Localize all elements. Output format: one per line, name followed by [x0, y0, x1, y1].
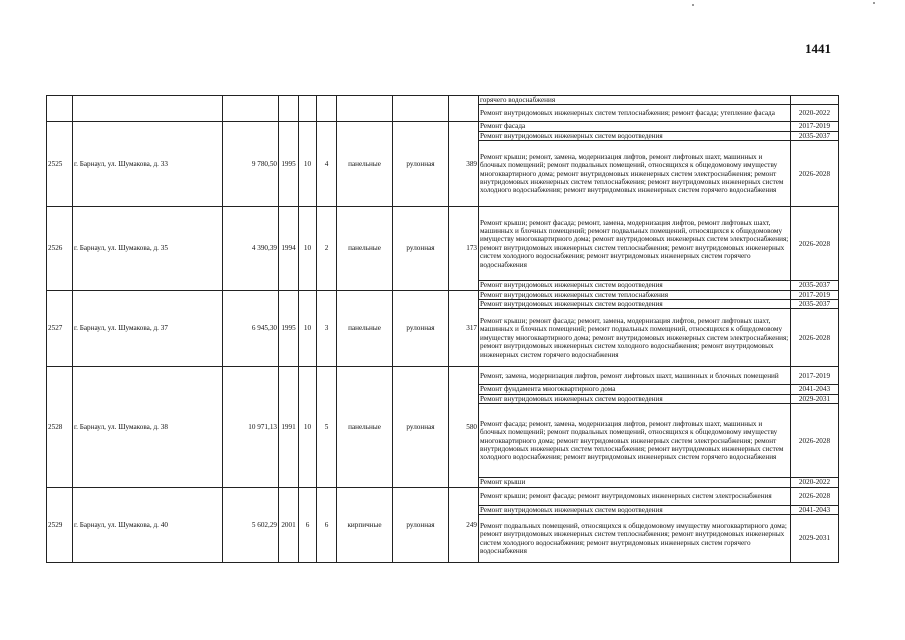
- floor-count: 10: [299, 367, 317, 487]
- resident-count: 580: [449, 367, 479, 487]
- work-description: Ремонт фундамента многоквартирного дома: [479, 385, 791, 394]
- empty-cell: [73, 96, 223, 122]
- work-period: 2035-2037: [791, 131, 839, 140]
- roof-type: рулонная: [393, 367, 449, 487]
- row-number: 2527: [47, 290, 73, 367]
- row-number: 2526: [47, 207, 73, 290]
- resident-count: 249: [449, 487, 479, 562]
- wall-material: панельные: [337, 207, 393, 290]
- floor-count: 10: [299, 290, 317, 367]
- build-year: 1995: [279, 122, 299, 207]
- house-address: г. Барнаул, ул. Шумакова, д. 33: [73, 122, 223, 207]
- work-period: 2020-2022: [791, 478, 839, 487]
- house-row: [47, 122, 839, 131]
- roof-type: рулонная: [393, 207, 449, 290]
- row-number: 2528: [47, 367, 73, 487]
- empty-cell: [279, 96, 299, 122]
- work-description: Ремонт внутридомовых инженерных систем водоотведения: [479, 300, 791, 309]
- work-period: 2026-2028: [791, 487, 839, 505]
- work-period: 2035-2037: [791, 300, 839, 309]
- work-period: 2017-2019: [791, 122, 839, 131]
- carry-over-row: [47, 96, 839, 105]
- work-description: Ремонт крыши; ремонт фасада; ремонт внутридомовых инженерных систем электроснабжения: [479, 487, 791, 505]
- house-area: 4 390,39: [223, 207, 279, 290]
- work-period: [791, 96, 839, 105]
- house-address: г. Барнаул, ул. Шумакова, д. 35: [73, 207, 223, 290]
- work-period: 2029-2031: [791, 515, 839, 563]
- work-period: 2026-2028: [791, 207, 839, 281]
- work-period: 2029-2031: [791, 394, 839, 403]
- floor-count: 10: [299, 207, 317, 290]
- page-number: 1441: [805, 41, 831, 56]
- wall-material: панельные: [337, 367, 393, 487]
- work-period: 2026-2028: [791, 141, 839, 207]
- work-period: 2026-2028: [791, 309, 839, 367]
- empty-cell: [223, 96, 279, 122]
- entrance-count: 3: [317, 290, 337, 367]
- floor-count: 6: [299, 487, 317, 562]
- house-row: [47, 290, 839, 299]
- work-description: Ремонт внутридомовых инженерных систем водоотведения: [479, 281, 791, 290]
- work-description: Ремонт подвальных помещений, относящихся к общедомовому имуществу многоквартирного дома; ремонт внутридомовых инженерных систем теплоснабжения; ремонт внутридомовых инженерных систем холодного водоснабжения; ремонт внутридомовых инженерных систем горячего водоснабжения: [479, 515, 791, 563]
- roof-type: рулонная: [393, 290, 449, 367]
- work-description: Ремонт внутридомовых инженерных систем теплоснабжения; ремонт фасада; утепление фасада: [479, 105, 791, 122]
- house-area: 6 945,30: [223, 290, 279, 367]
- house-row: [47, 207, 839, 281]
- work-description: горячего водоснабжения: [479, 96, 791, 105]
- work-description: Ремонт внутридомовых инженерных систем водоотведения: [479, 131, 791, 140]
- wall-material: панельные: [337, 122, 393, 207]
- wall-material: панельные: [337, 290, 393, 367]
- house-area: 9 780,50: [223, 122, 279, 207]
- work-period: 2026-2028: [791, 404, 839, 478]
- work-description: Ремонт внутридомовых инженерных систем теплоснабжения: [479, 290, 791, 299]
- row-number: 2525: [47, 122, 73, 207]
- resident-count: 389: [449, 122, 479, 207]
- entrance-count: 2: [317, 207, 337, 290]
- work-description: Ремонт крыши; ремонт фасада; ремонт, замена, модернизация лифтов, ремонт лифтовых шахт, машинных и блочных помещений; ремонт подвальных помещений, относящихся к общедомовому имуществу многоквартирного дома; ремонт внутридомовых инженерных систем электроснабжения; ремонт внутридомовых инженерных систем теплоснабжения; ремонт внутридомовых инженерных систем холодного водоснабжения; ремонт внутридомовых инженерных систем горячего водоснабжения: [479, 207, 791, 281]
- capital-repair-register-table: [46, 95, 839, 563]
- work-period: 2020-2022: [791, 105, 839, 122]
- work-description: Ремонт крыши; ремонт фасада; ремонт, замена, модернизация лифтов, ремонт лифтовых шахт, машинных и блочных помещений; ремонт подвальных помещений, относящихся к общедомовому имуществу многоквартирного дома; ремонт внутридомовых инженерных систем электроснабжения; ремонт внутридомовых инженерных систем холодного водоснабжения; ремонт внутридомовых инженерных систем горячего водоснабжения: [479, 309, 791, 367]
- row-number: 2529: [47, 487, 73, 562]
- work-description: Ремонт фасада: [479, 122, 791, 131]
- house-address: г. Барнаул, ул. Шумакова, д. 37: [73, 290, 223, 367]
- work-period: 2017-2019: [791, 367, 839, 385]
- register-body: [47, 96, 839, 563]
- empty-cell: [47, 96, 73, 122]
- entrance-count: 4: [317, 122, 337, 207]
- scan-speck: [692, 4, 694, 6]
- work-description: Ремонт крыши: [479, 478, 791, 487]
- empty-cell: [317, 96, 337, 122]
- house-area: 5 602,29: [223, 487, 279, 562]
- empty-cell: [299, 96, 317, 122]
- scan-speck: [873, 2, 875, 4]
- house-address: г. Барнаул, ул. Шумакова, д. 40: [73, 487, 223, 562]
- house-row: [47, 487, 839, 505]
- resident-count: 317: [449, 290, 479, 367]
- build-year: 2001: [279, 487, 299, 562]
- work-period: 2041-2043: [791, 505, 839, 514]
- roof-type: рулонная: [393, 487, 449, 562]
- house-area: 10 971,13: [223, 367, 279, 487]
- empty-cell: [337, 96, 393, 122]
- house-row: [47, 367, 839, 385]
- work-period: 2041-2043: [791, 385, 839, 394]
- house-address: г. Барнаул, ул. Шумакова, д. 38: [73, 367, 223, 487]
- build-year: 1994: [279, 207, 299, 290]
- work-description: Ремонт внутридомовых инженерных систем водоотведения: [479, 394, 791, 403]
- build-year: 1995: [279, 290, 299, 367]
- wall-material: кирпичные: [337, 487, 393, 562]
- roof-type: рулонная: [393, 122, 449, 207]
- build-year: 1991: [279, 367, 299, 487]
- work-description: Ремонт внутридомовых инженерных систем водоотведения: [479, 505, 791, 514]
- resident-count: 173: [449, 207, 479, 290]
- work-period: 2035-2037: [791, 281, 839, 290]
- entrance-count: 5: [317, 367, 337, 487]
- entrance-count: 6: [317, 487, 337, 562]
- work-description: Ремонт крыши; ремонт, замена, модернизация лифтов, ремонт лифтовых шахт, машинных и блочных помещений; ремонт подвальных помещений, относящихся к общедомовому имуществу многоквартирного дома; ремонт внутридомовых инженерных систем электроснабжения; ремонт внутридомовых инженерных систем теплоснабжения; ремонт внутридомовых инженерных систем холодного водоснабжения; ремонт внутридомовых инженерных систем горячего водоснабжения: [479, 141, 791, 207]
- work-description: Ремонт, замена, модернизация лифтов, ремонт лифтовых шахт, машинных и блочных помещений: [479, 367, 791, 385]
- empty-cell: [449, 96, 479, 122]
- empty-cell: [393, 96, 449, 122]
- work-period: 2017-2019: [791, 290, 839, 299]
- floor-count: 10: [299, 122, 317, 207]
- work-description: Ремонт фасада; ремонт, замена, модернизация лифтов, ремонт лифтовых шахт, машинных и блочных помещений; ремонт подвальных помещений, относящихся к общедомовому имуществу многоквартирного дома; ремонт внутридомовых инженерных систем электроснабжения; ремонт внутридомовых инженерных систем теплоснабжения; ремонт внутридомовых инженерных систем холодного водоснабжения; ремонт внутридомовых инженерных систем горячего водоснабжения: [479, 404, 791, 478]
